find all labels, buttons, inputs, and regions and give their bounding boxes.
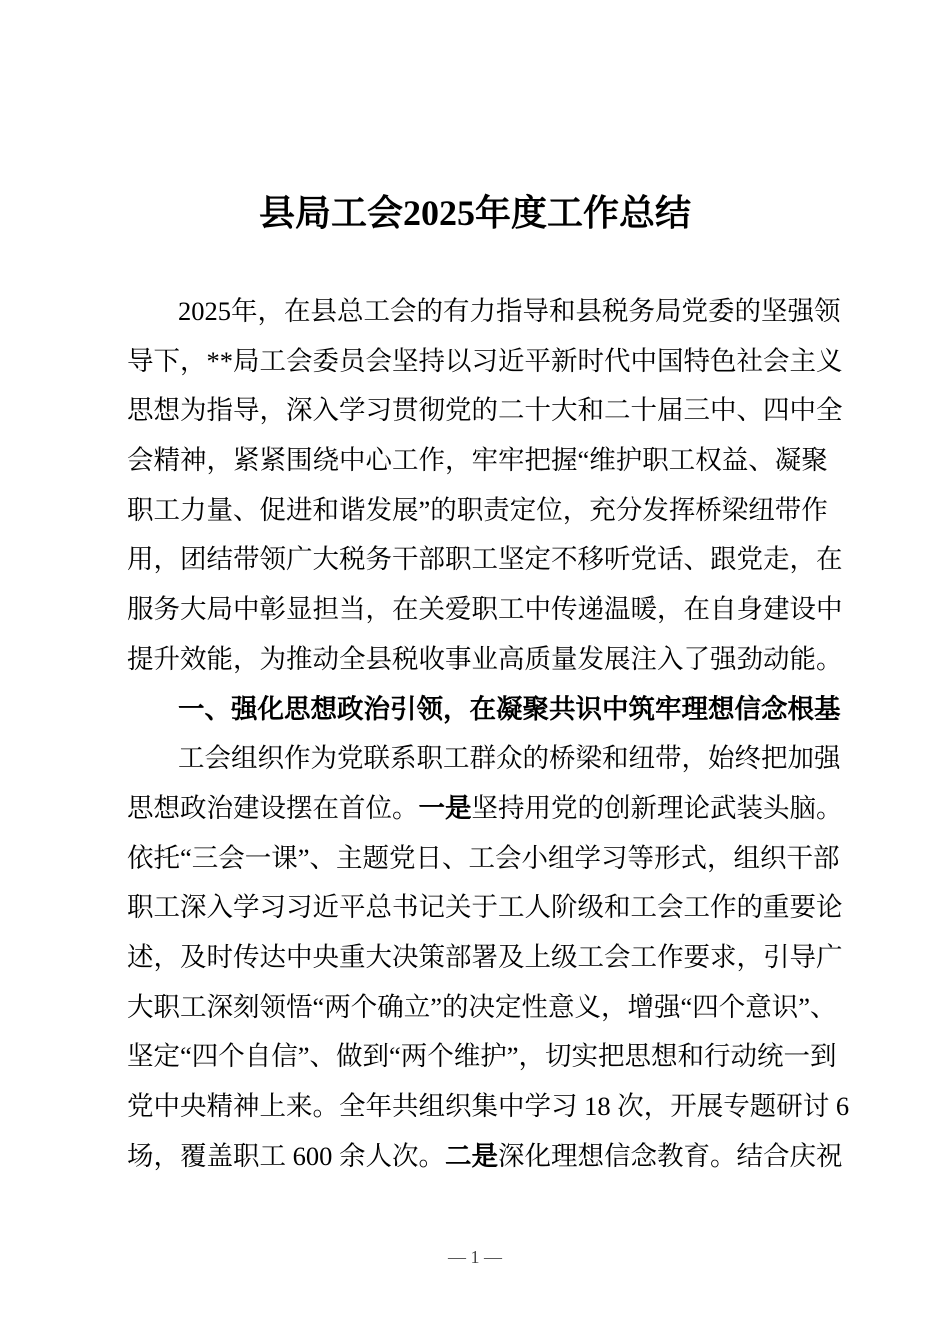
text-run: 职工力量、促进和谐发展”的职责定位，充分发挥桥梁纽带作: [127, 494, 828, 525]
text-line: [127, 585, 843, 635]
text-run: 职工深入学习习近平总书记关于工人阶级和工会工作的重要论: [127, 892, 843, 923]
text-line: [127, 834, 840, 884]
text-line: [127, 635, 843, 685]
text-run: 提升效能，为推动全县税收事业高质量发展注入了强劲动能。: [127, 643, 843, 674]
text-run: 思想为指导，深入学习贯彻党的二十大和二十届三中、四中全: [127, 395, 843, 426]
text-line: [127, 386, 843, 436]
text-line: [127, 933, 843, 983]
text-line: [127, 1132, 843, 1182]
text-run: 坚定“四个自信”、做到“两个维护”，切实把思想和行动统一到: [127, 1041, 837, 1072]
text-line: [127, 784, 843, 834]
text-run: 党中央精神上来。全年共组织集中学习 18 次，开展专题研讨 6: [127, 1091, 850, 1121]
text-line: [127, 486, 828, 536]
text-run: 思想政治建设摆在首位。: [127, 792, 419, 823]
text-run: 用，团结带领广大税务干部职工坚定不移听党话、跟党走，在: [127, 544, 843, 575]
text-line: [127, 535, 843, 585]
text-line: [127, 1032, 837, 1082]
text-run: 场，覆盖职工 600 余人次。: [127, 1140, 445, 1171]
document-body: [127, 287, 850, 1181]
text-run: 工会组织作为党联系职工群众的桥梁和纽带，始终把加强: [178, 743, 841, 774]
text-run: 会精神，紧紧围绕中心工作，牢牢把握“维护职工权益、凝聚: [127, 445, 828, 476]
text-line: [127, 337, 843, 387]
bold-run: 一是: [418, 792, 472, 823]
text-run: 2025年，在县总工会的有力指导和县税务局党委的坚强领: [178, 296, 841, 326]
text-run: 深化理想信念教育。结合庆祝: [498, 1140, 843, 1171]
section-heading: [127, 685, 841, 735]
text-run: 坚持用党的创新理论武装头脑。: [471, 792, 843, 823]
text-line: [127, 983, 837, 1033]
text-line: [127, 734, 841, 784]
text-line: [127, 1082, 850, 1132]
text-line: [127, 436, 828, 486]
text-run: 服务大局中彰显担当，在关爱职工中传递温暖，在自身建设中: [127, 594, 843, 625]
text-run: 导下，**局工会委员会坚持以习近平新时代中国特色社会主义: [127, 345, 843, 376]
bold-run: 二是: [445, 1140, 498, 1171]
text-run: 述，及时传达中央重大决策部署及上级工会工作要求，引导广: [127, 941, 843, 972]
document-title: 县局工会2025年度工作总结: [258, 193, 691, 233]
text-line: [127, 883, 843, 933]
text-line: [127, 287, 841, 337]
text-run: 一、强化思想政治引领，在凝聚共识中筑牢理想信念根基: [178, 693, 841, 724]
text-run: 依托“三会一课”、主题党日、工会小组学习等形式，组织干部: [127, 842, 840, 873]
text-run: 大职工深刻领悟“两个确立”的决定性意义，增强“四个意识”、: [127, 991, 837, 1022]
page-number: — 1 —: [448, 1247, 502, 1267]
